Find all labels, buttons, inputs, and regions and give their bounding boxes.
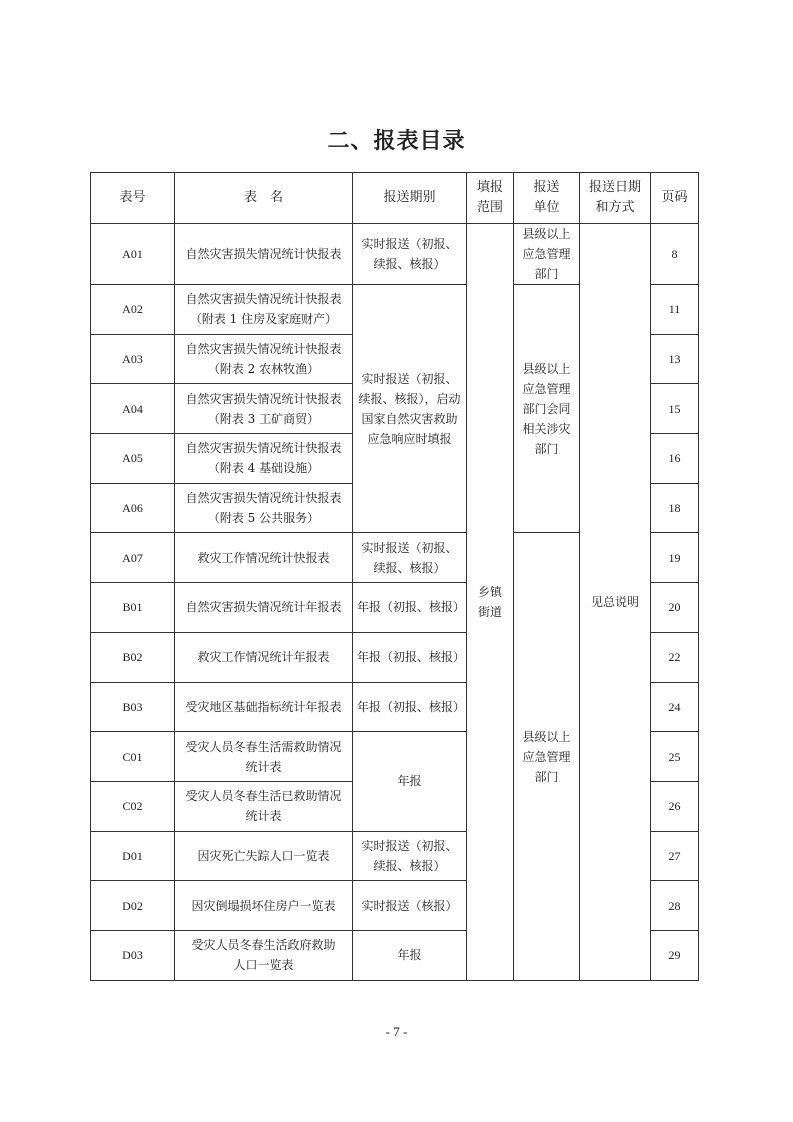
row-code: B02 (91, 632, 175, 682)
header-name: 表 名 (175, 173, 353, 224)
row-page: 25 (651, 732, 699, 782)
date-method-cell: 见总说明 (580, 224, 651, 981)
row-name: 受灾地区基础指标统计年报表 (175, 682, 353, 732)
row-name: 因灾倒塌损坏住房户一览表 (175, 881, 353, 931)
row-page: 19 (651, 533, 699, 583)
row-code: A06 (91, 483, 175, 533)
row-page: 16 (651, 434, 699, 484)
row-page: 22 (651, 632, 699, 682)
row-name: 受灾人员冬春生活需救助情况 统计表 (175, 732, 353, 782)
row-page: 24 (651, 682, 699, 732)
row-period: 实时报送（核报） (353, 881, 467, 931)
row-page: 20 (651, 583, 699, 633)
row-name: 自然灾害损失情况统计快报表 （附表 5 公共服务） (175, 483, 353, 533)
row-page: 13 (651, 334, 699, 384)
row-period: 年报（初报、核报） (353, 682, 467, 732)
row-code: D02 (91, 881, 175, 931)
row-period: 年报 (353, 930, 467, 980)
row-period: 年报（初报、核报） (353, 583, 467, 633)
header-code: 表号 (91, 173, 175, 224)
row-name: 自然灾害损失情况统计年报表 (175, 583, 353, 633)
table-row (91, 224, 699, 285)
row-page: 11 (651, 285, 699, 335)
row-page: 15 (651, 384, 699, 434)
row-period: 实时报送（初报、 续报、核报），启动 国家自然灾害救助 应急响应时填报 (353, 285, 467, 533)
row-name: 因灾死亡失踪人口一览表 (175, 831, 353, 881)
row-code: A01 (91, 224, 175, 285)
row-code: A02 (91, 285, 175, 335)
row-code: A05 (91, 434, 175, 484)
row-unit: 县级以上 应急管理 部门 (514, 224, 580, 285)
row-code: C01 (91, 732, 175, 782)
report-catalog-table (90, 172, 699, 981)
row-name: 受灾人员冬春生活已救助情况 统计表 (175, 781, 353, 831)
header-period: 报送期别 (353, 173, 467, 224)
row-period: 年报 (353, 732, 467, 831)
header-date-method: 报送日期 和方式 (580, 173, 651, 224)
row-period: 实时报送（初报、 续报、核报） (353, 831, 467, 881)
row-code: A07 (91, 533, 175, 583)
row-period: 实时报送（初报、 续报、核报） (353, 533, 467, 583)
row-name: 自然灾害损失情况统计快报表 （附表 2 农林牧渔） (175, 334, 353, 384)
row-name: 救灾工作情况统计年报表 (175, 632, 353, 682)
row-name: 自然灾害损失情况统计快报表 （附表 3 工矿商贸） (175, 384, 353, 434)
header-scope: 填报 范围 (467, 173, 514, 224)
row-page: 8 (651, 224, 699, 285)
page-title: 二、报表目录 (327, 129, 466, 154)
row-name: 自然灾害损失情况统计快报表 (175, 224, 353, 285)
page-number: - 7 - (385, 1024, 408, 1039)
row-page: 18 (651, 483, 699, 533)
row-name: 救灾工作情况统计快报表 (175, 533, 353, 583)
row-page: 28 (651, 881, 699, 931)
row-period: 年报（初报、核报） (353, 632, 467, 682)
row-page: 29 (651, 930, 699, 980)
row-code: D03 (91, 930, 175, 980)
row-page: 26 (651, 781, 699, 831)
row-name: 受灾人员冬春生活政府救助 人口一览表 (175, 930, 353, 980)
row-page: 27 (651, 831, 699, 881)
row-name: 自然灾害损失情况统计快报表 （附表 4 基础设施） (175, 434, 353, 484)
row-code: C02 (91, 781, 175, 831)
row-unit: 县级以上 应急管理 部门 (514, 533, 580, 980)
header-page: 页码 (651, 173, 699, 224)
scope-cell: 乡镇 街道 (467, 224, 514, 981)
row-code: B01 (91, 583, 175, 633)
row-code: B03 (91, 682, 175, 732)
row-period: 实时报送（初报、 续报、核报） (353, 224, 467, 285)
row-code: A04 (91, 384, 175, 434)
row-name: 自然灾害损失情况统计快报表 （附表 1 住房及家庭财产） (175, 285, 353, 335)
row-unit: 县级以上 应急管理 部门会同 相关涉灾 部门 (514, 285, 580, 533)
table-header-row (91, 173, 699, 224)
row-code: D01 (91, 831, 175, 881)
header-unit: 报送 单位 (514, 173, 580, 224)
row-code: A03 (91, 334, 175, 384)
